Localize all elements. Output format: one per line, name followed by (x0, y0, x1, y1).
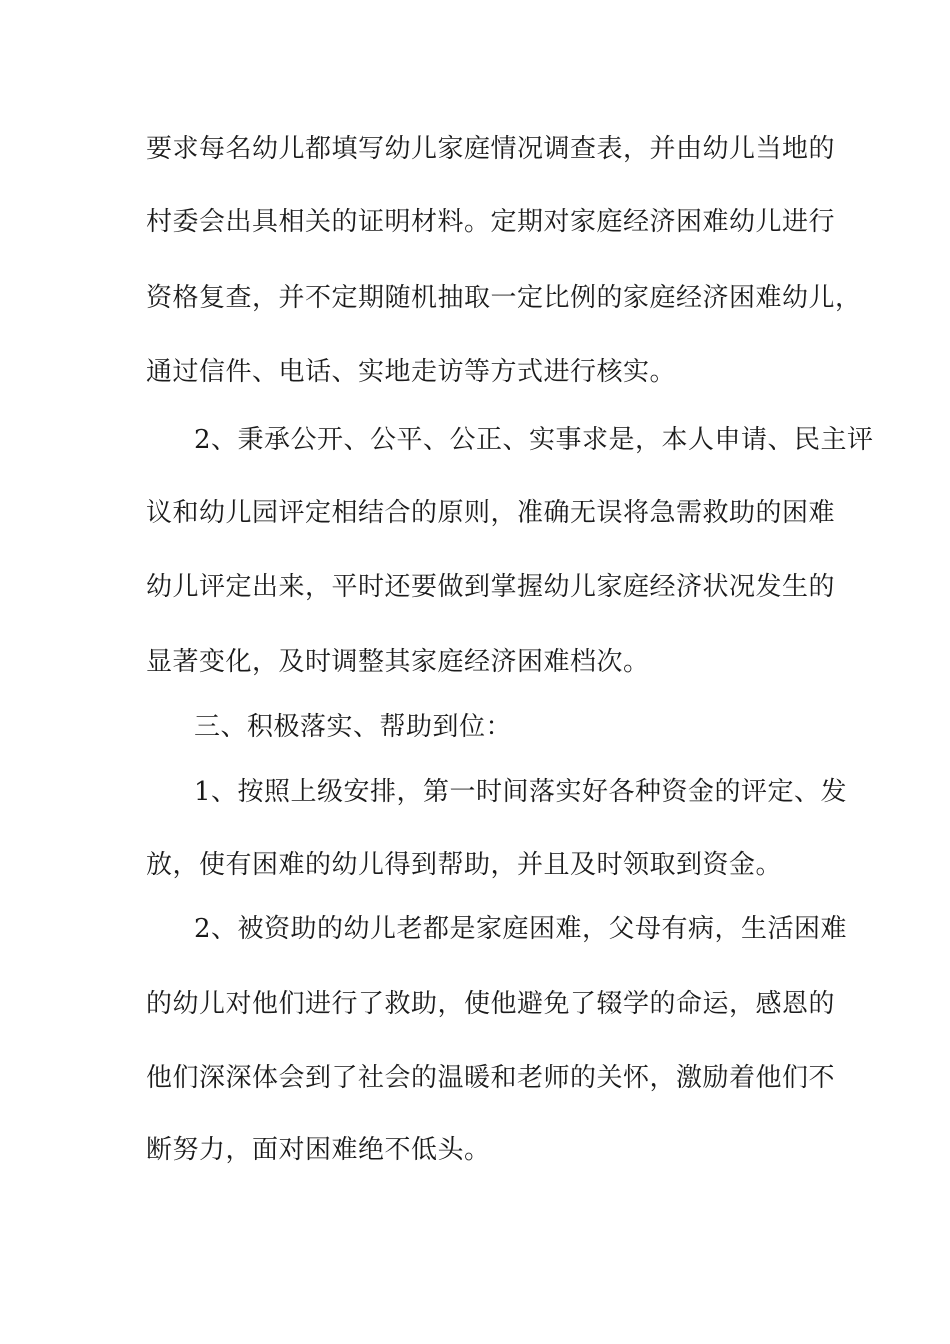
text-line-14: 他们深深体会到了社会的温暖和老师的关怀，激励着他们不 (146, 1063, 836, 1093)
paragraph-3-start: 1、按照上级安排，第一时间落实好各种资金的评定、发 (194, 777, 848, 807)
paragraph-4-start: 2、被资助的幼儿老都是家庭困难，父母有病，生活困难 (194, 914, 848, 944)
paragraph-2-start: 2、秉承公开、公平、公正、实事求是，本人申请、民主评 (194, 425, 874, 455)
text-line-13: 的幼儿对他们进行了救助，使他避免了辍学的命运，感恩的 (146, 989, 836, 1019)
text-line-3: 资格复查，并不定期随机抽取一定比例的家庭经济困难幼儿， (146, 283, 862, 313)
text-line-2: 村委会出具相关的证明材料。定期对家庭经济困难幼儿进行 (146, 207, 836, 237)
text-line-7: 幼儿评定出来，平时还要做到掌握幼儿家庭经济状况发生的 (146, 572, 836, 602)
text-line-4: 通过信件、电话、实地走访等方式进行核实。 (146, 357, 677, 387)
text-line-15: 断努力，面对困难绝不低头。 (146, 1135, 491, 1165)
text-line-1: 要求每名幼儿都填写幼儿家庭情况调查表，并由幼儿当地的 (146, 134, 836, 164)
text-line-11: 放，使有困难的幼儿得到帮助，并且及时领取到资金。 (146, 850, 783, 880)
section-heading: 三、积极落实、帮助到位： (194, 712, 513, 742)
text-line-6: 议和幼儿园评定相结合的原则，准确无误将急需救助的困难 (146, 498, 836, 528)
text-line-8: 显著变化，及时调整其家庭经济困难档次。 (146, 647, 650, 677)
